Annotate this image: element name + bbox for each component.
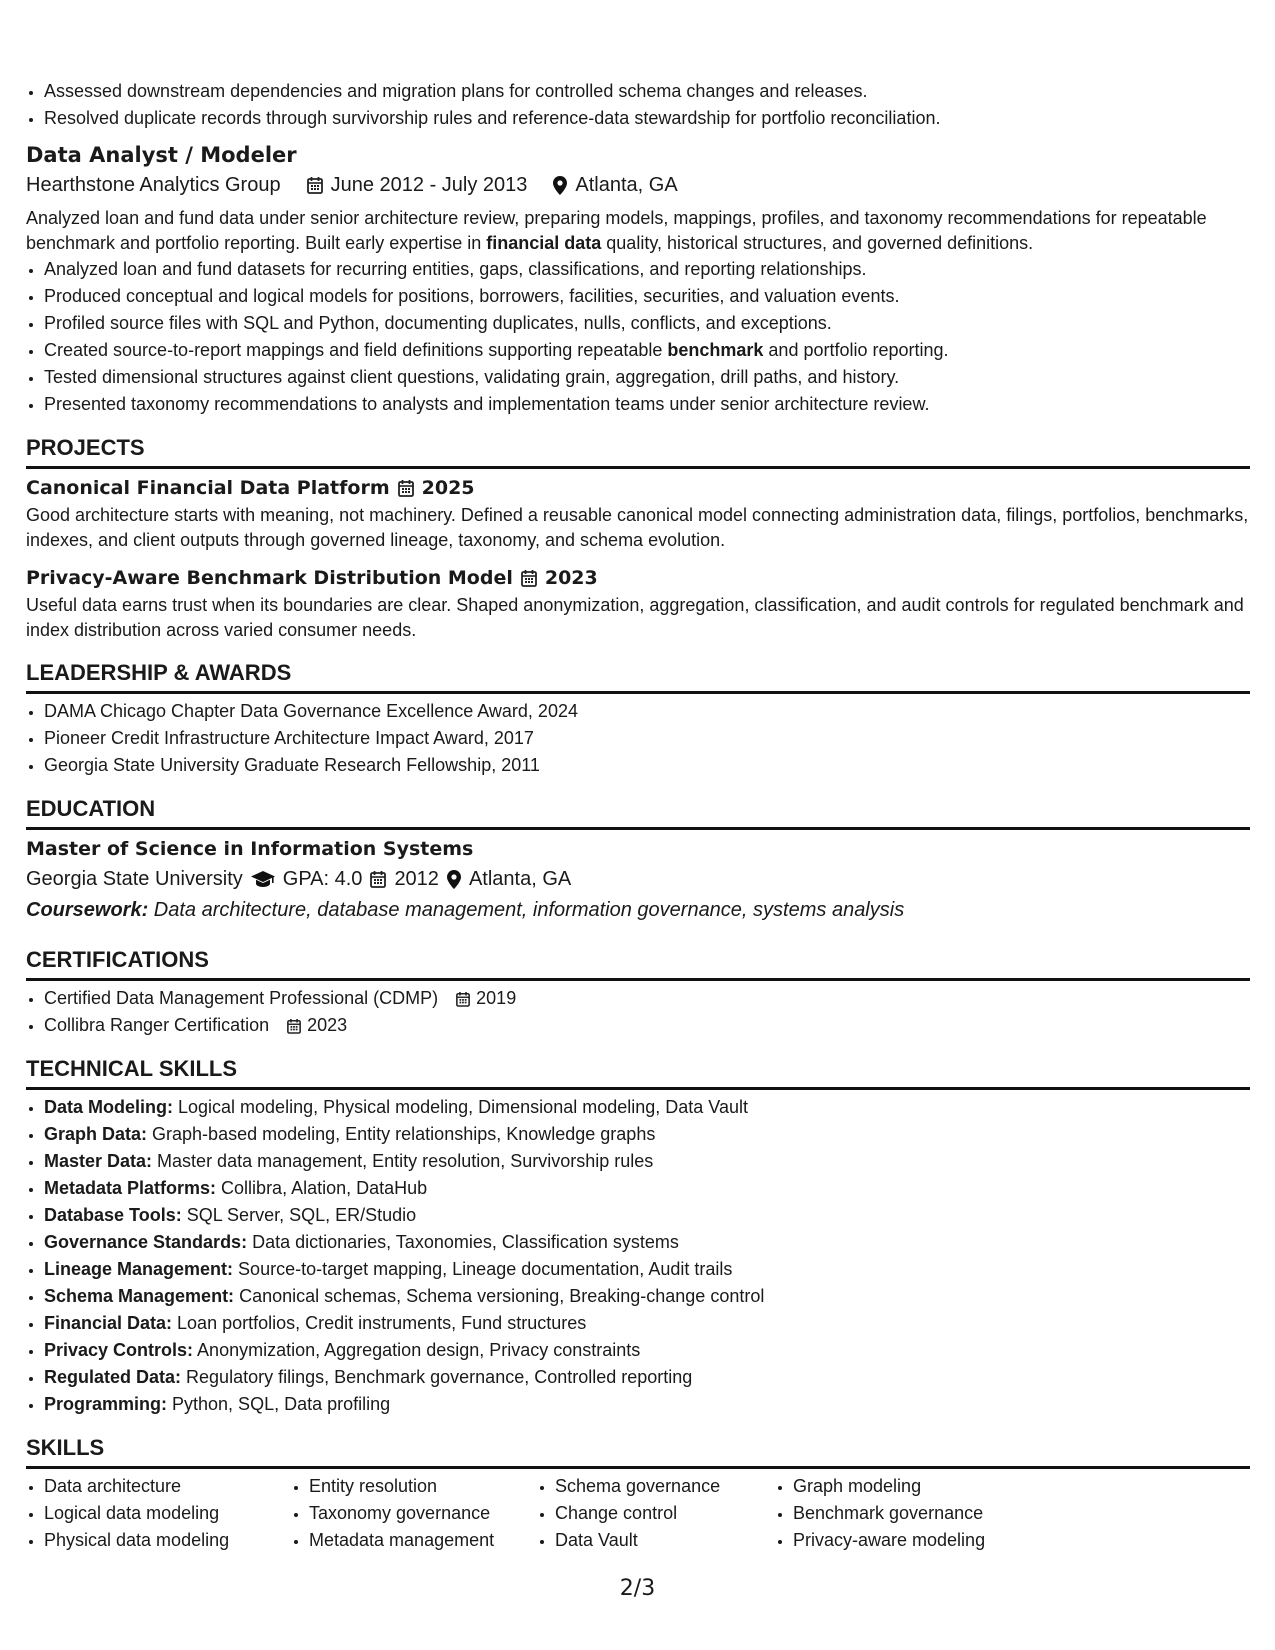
- list-item: [44, 1310, 1250, 1337]
- job-dates: June 2012 - July 2013: [330, 174, 528, 196]
- degree-title: Master of Science in Information Systems: [26, 838, 474, 860]
- list-item: [44, 1256, 1250, 1283]
- project-year: 2025: [421, 477, 475, 499]
- list-item: [44, 1391, 1250, 1418]
- skill-values: Anonymization, Aggregation design, Privacy constraints: [193, 1340, 641, 1360]
- project-title: [26, 563, 1250, 593]
- skill-values: Loan portfolios, Credit instruments, Fund structures: [172, 1313, 587, 1333]
- calendar-icon: [521, 569, 537, 587]
- list-item: • Georgia State University Graduate Research Fellowship, 2011: [44, 752, 1250, 779]
- skill-category: Metadata Platforms:: [44, 1178, 217, 1198]
- summary-text: Analyzed loan and fund data under senior architecture review, preparing models, mappings, profiles, and taxonomy recommendations for repeatable benchmark and portfolio reporting. Built early expertise in: [26, 208, 1207, 253]
- list-item: • Tested dimensional structures against client questions, validating grain, aggregation, drill paths, and history.: [44, 364, 1250, 391]
- calendar-icon: [287, 1018, 301, 1034]
- list-item: • Change control: [555, 1500, 775, 1527]
- section-title-skills: SKILLS: [26, 1435, 105, 1460]
- skill-category: Programming:: [44, 1394, 168, 1414]
- skill-values: SQL Server, SQL, ER/Studio: [181, 1205, 417, 1225]
- list-item: [44, 1148, 1250, 1175]
- section-divider: [26, 978, 1250, 981]
- resume-page: [26, 78, 1250, 1554]
- calendar-icon: [370, 870, 386, 888]
- list-item: • Resolved duplicate records through survivorship rules and reference-data stewardship for portfolio reconciliation.: [44, 105, 1250, 132]
- bullet-text-end: and portfolio reporting.: [763, 340, 949, 360]
- list-item: • Pioneer Credit Infrastructure Architecture Impact Award, 2017: [44, 725, 1250, 752]
- gpa: GPA: 4.0: [282, 868, 363, 890]
- coursework-text: Data architecture, database management, information governance, systems analysis: [148, 899, 905, 921]
- calendar-icon: [307, 176, 323, 194]
- list-item: • Schema governance: [555, 1473, 775, 1500]
- skill-values: Source-to-target mapping, Lineage documentation, Audit trails: [233, 1259, 733, 1279]
- list-item: • Data architecture: [44, 1473, 291, 1500]
- skills-column: [775, 1473, 1053, 1554]
- list-item: [44, 1337, 1250, 1364]
- project-description: Useful data earns trust when its boundaries are clear. Shaped anonymization, aggregation, classification, and audit controls for regulated benchmark and index distribution across varied consumer needs.: [26, 595, 1244, 640]
- technical-skills-list: [26, 1094, 1250, 1418]
- list-item: • Taxonomy governance: [309, 1500, 537, 1527]
- bullet-emphasis: benchmark: [667, 340, 764, 360]
- skills-column: [26, 1473, 291, 1554]
- skills-column: [537, 1473, 775, 1554]
- page-number: 2/3: [619, 1576, 656, 1601]
- list-item: • Profiled source files with SQL and Python, documenting duplicates, nulls, conflicts, and exceptions.: [44, 310, 1250, 337]
- skill-values: Master data management, Entity resolution, Survivorship rules: [152, 1151, 654, 1171]
- summary-text-end: quality, historical structures, and governed definitions.: [601, 233, 1034, 253]
- skill-values: Logical modeling, Physical modeling, Dimensional modeling, Data Vault: [173, 1097, 748, 1117]
- bullet-text: Created source-to-report mappings and field definitions supporting repeatable: [44, 340, 668, 360]
- map-pin-icon: [447, 870, 461, 889]
- section-divider: [26, 827, 1250, 830]
- list-item: • Benchmark governance: [793, 1500, 1053, 1527]
- certifications-list: [26, 985, 1250, 1039]
- list-item: [44, 1121, 1250, 1148]
- skill-category: Database Tools:: [44, 1205, 182, 1225]
- project-name: Canonical Financial Data Platform: [26, 477, 390, 499]
- list-item: • Produced conceptual and logical models for positions, borrowers, facilities, securities, and valuation events.: [44, 283, 1250, 310]
- project-description: Good architecture starts with meaning, not machinery. Defined a reusable canonical model connecting administration data, filings, portfolios, benchmarks, indexes, and client outputs through governed lineage, taxonomy, and schema evolution.: [26, 505, 1249, 550]
- section-title-certifications: CERTIFICATIONS: [26, 947, 209, 972]
- school-location: Atlanta, GA: [468, 868, 572, 890]
- job-bullets: [26, 256, 1250, 418]
- section-title-technical-skills: TECHNICAL SKILLS: [26, 1056, 238, 1081]
- skill-values: Python, SQL, Data profiling: [167, 1394, 391, 1414]
- certification-year: 2019: [476, 988, 517, 1008]
- list-item: • Logical data modeling: [44, 1500, 291, 1527]
- section-divider: [26, 691, 1250, 694]
- skill-values: Data dictionaries, Taxonomies, Classification systems: [247, 1232, 679, 1252]
- summary-emphasis: financial data: [486, 233, 602, 253]
- list-item: [44, 1012, 1250, 1039]
- list-item: • Privacy-aware modeling: [793, 1527, 1053, 1554]
- skill-category: Lineage Management:: [44, 1259, 234, 1279]
- coursework-label: Coursework:: [26, 899, 149, 921]
- skill-category: Privacy Controls:: [44, 1340, 194, 1360]
- map-pin-icon: [553, 176, 567, 195]
- list-item: • Graph modeling: [793, 1473, 1053, 1500]
- list-item: • Metadata management: [309, 1527, 537, 1554]
- section-title-awards: LEADERSHIP & AWARDS: [26, 660, 292, 685]
- list-item: [44, 1094, 1250, 1121]
- list-item: [44, 1175, 1250, 1202]
- section-divider: [26, 1087, 1250, 1090]
- job-summary: [26, 206, 1250, 256]
- school-name: Georgia State University: [26, 868, 243, 890]
- certification-name: • Certified Data Management Professional (CDMP): [44, 988, 439, 1008]
- awards-list: [26, 698, 1250, 779]
- skill-category: Data Modeling:: [44, 1097, 173, 1117]
- skill-category: Schema Management:: [44, 1286, 235, 1306]
- certification-name: • Collibra Ranger Certification: [44, 1015, 270, 1035]
- coursework: [26, 894, 1250, 926]
- list-item: • Data Vault: [555, 1527, 775, 1554]
- section-title-education: EDUCATION: [26, 796, 156, 821]
- list-item: • Analyzed loan and fund datasets for recurring entities, gaps, classifications, and reporting relationships.: [44, 256, 1250, 283]
- graduation-cap-icon: [251, 870, 275, 888]
- list-item: [44, 985, 1250, 1012]
- skill-category: Master Data:: [44, 1151, 153, 1171]
- education-meta: [26, 864, 1250, 894]
- list-item: [44, 1229, 1250, 1256]
- skill-values: Regulatory filings, Benchmark governance, Controlled reporting: [181, 1367, 693, 1387]
- project-name: Privacy-Aware Benchmark Distribution Model: [26, 567, 513, 589]
- calendar-icon: [456, 991, 470, 1007]
- skill-category: Financial Data:: [44, 1313, 173, 1333]
- company-name: Hearthstone Analytics Group: [26, 174, 281, 196]
- job-meta: [26, 170, 1250, 200]
- section-divider: [26, 466, 1250, 469]
- section-divider: [26, 1466, 1250, 1469]
- experience-bullets-continued: [26, 78, 1250, 132]
- skills-grid: [26, 1473, 1250, 1554]
- list-item: [44, 1202, 1250, 1229]
- list-item: [44, 1283, 1250, 1310]
- calendar-icon: [398, 479, 414, 497]
- section-title-projects: PROJECTS: [26, 435, 145, 460]
- skills-column: [291, 1473, 537, 1554]
- list-item: • Entity resolution: [309, 1473, 537, 1500]
- job-location: Atlanta, GA: [575, 174, 678, 196]
- skill-category: Regulated Data:: [44, 1367, 182, 1387]
- project-title: [26, 473, 1250, 503]
- list-item: • Assessed downstream dependencies and migration plans for controlled schema changes and releases.: [44, 78, 1250, 105]
- list-item: • DAMA Chicago Chapter Data Governance Excellence Award, 2024: [44, 698, 1250, 725]
- list-item: [44, 1364, 1250, 1391]
- skill-category: Graph Data:: [44, 1124, 148, 1144]
- skill-values: Graph-based modeling, Entity relationships, Knowledge graphs: [147, 1124, 656, 1144]
- list-item: • Presented taxonomy recommendations to analysts and implementation teams under senior architecture review.: [44, 391, 1250, 418]
- project-year: 2023: [544, 567, 598, 589]
- job-title: Data Analyst / Modeler: [26, 143, 297, 167]
- list-item: [44, 337, 1250, 364]
- skill-values: Collibra, Alation, DataHub: [216, 1178, 428, 1198]
- certification-year: 2023: [307, 1015, 348, 1035]
- graduation-year: 2012: [394, 868, 439, 890]
- skill-category: Governance Standards:: [44, 1232, 248, 1252]
- skill-values: Canonical schemas, Schema versioning, Breaking-change control: [234, 1286, 765, 1306]
- list-item: • Physical data modeling: [44, 1527, 291, 1554]
